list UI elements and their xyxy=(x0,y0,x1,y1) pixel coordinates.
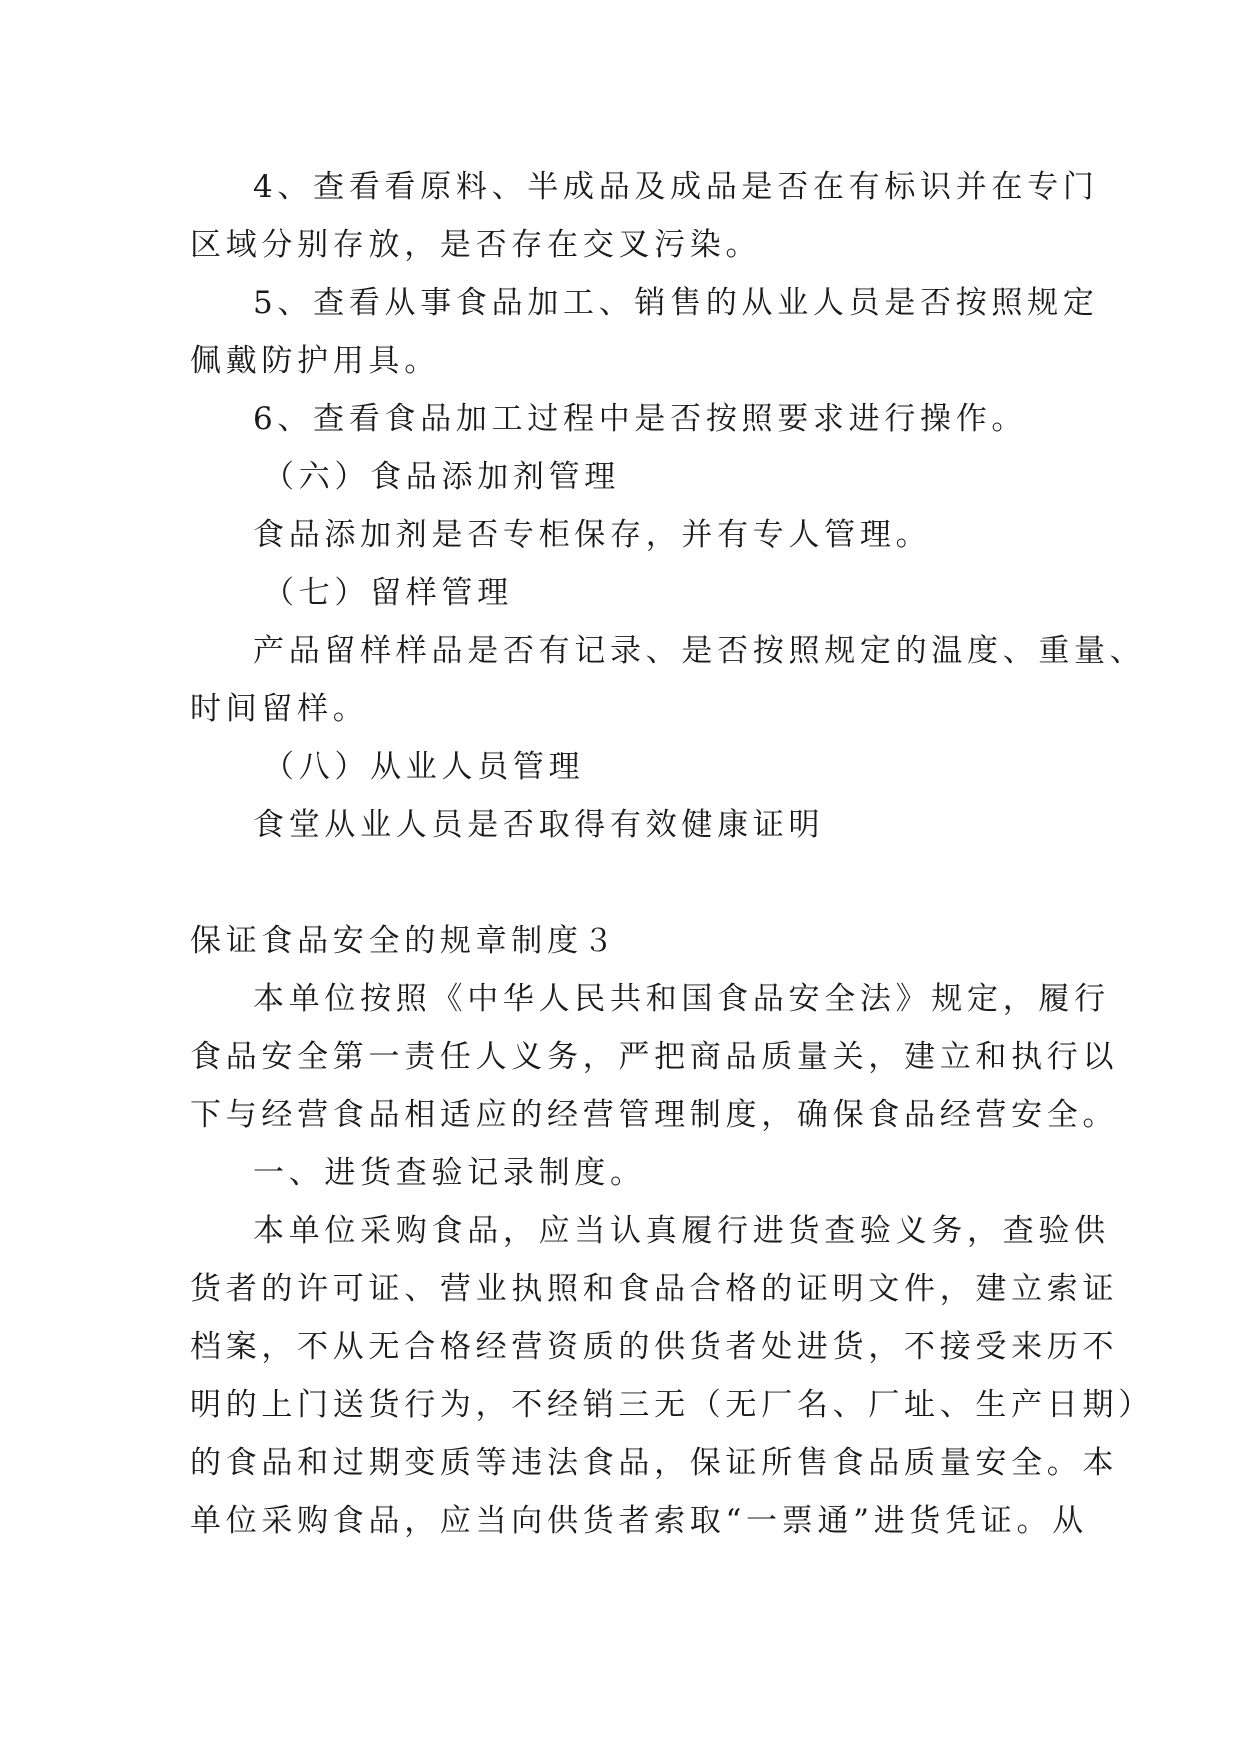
paragraph-line: 明的上门送货行为，不经销三无（无厂名、厂址、生产日期） xyxy=(190,1387,1154,1423)
section-heading: （七）留样管理 xyxy=(263,575,513,611)
paragraph-line: 6、查看食品加工过程中是否按照要求进行操作。 xyxy=(253,401,1028,437)
paragraph-line: 食堂从业人员是否取得有效健康证明 xyxy=(253,807,825,843)
paragraph-line: 4、查看看原料、半成品及成品是否在有标识并在专门 xyxy=(253,169,1099,205)
section-heading: 一、进货查验记录制度。 xyxy=(253,1155,646,1191)
section-heading: （六）食品添加剂管理 xyxy=(263,459,620,495)
section-heading: （八）从业人员管理 xyxy=(263,749,585,785)
paragraph-line: 食品安全第一责任人义务，严把商品质量关，建立和执行以 xyxy=(190,1039,1119,1075)
paragraph-line: 档案，不从无合格经营资质的供货者处进货，不接受来历不 xyxy=(190,1329,1119,1365)
paragraph-line: 本单位按照《中华人民共和国食品安全法》规定，履行 xyxy=(253,981,1110,1017)
paragraph-line: 食品添加剂是否专柜保存，并有专人管理。 xyxy=(253,517,932,553)
paragraph-line: 时间留样。 xyxy=(190,691,369,727)
paragraph-line: 区域分别存放，是否存在交叉污染。 xyxy=(190,227,762,263)
document-title: 保证食品安全的规章制度３ xyxy=(190,923,619,959)
paragraph-line: 货者的许可证、营业执照和食品合格的证明文件，建立索证 xyxy=(190,1271,1119,1307)
paragraph-line: 单位采购食品，应当向供货者索取“一票通”进货凭证。从 xyxy=(190,1503,1088,1539)
paragraph-line: 佩戴防护用具。 xyxy=(190,343,440,379)
paragraph-line: 下与经营食品相适应的经营管理制度，确保食品经营安全。 xyxy=(190,1097,1119,1133)
paragraph-line: 本单位采购食品，应当认真履行进货查验义务，查验供 xyxy=(253,1213,1110,1249)
paragraph-line: 的食品和过期变质等违法食品，保证所售食品质量安全。本 xyxy=(190,1445,1119,1481)
paragraph-line: 5、查看从事食品加工、销售的从业人员是否按照规定 xyxy=(253,285,1099,321)
paragraph-line: 产品留样样品是否有记录、是否按照规定的温度、重量、 xyxy=(253,633,1146,669)
